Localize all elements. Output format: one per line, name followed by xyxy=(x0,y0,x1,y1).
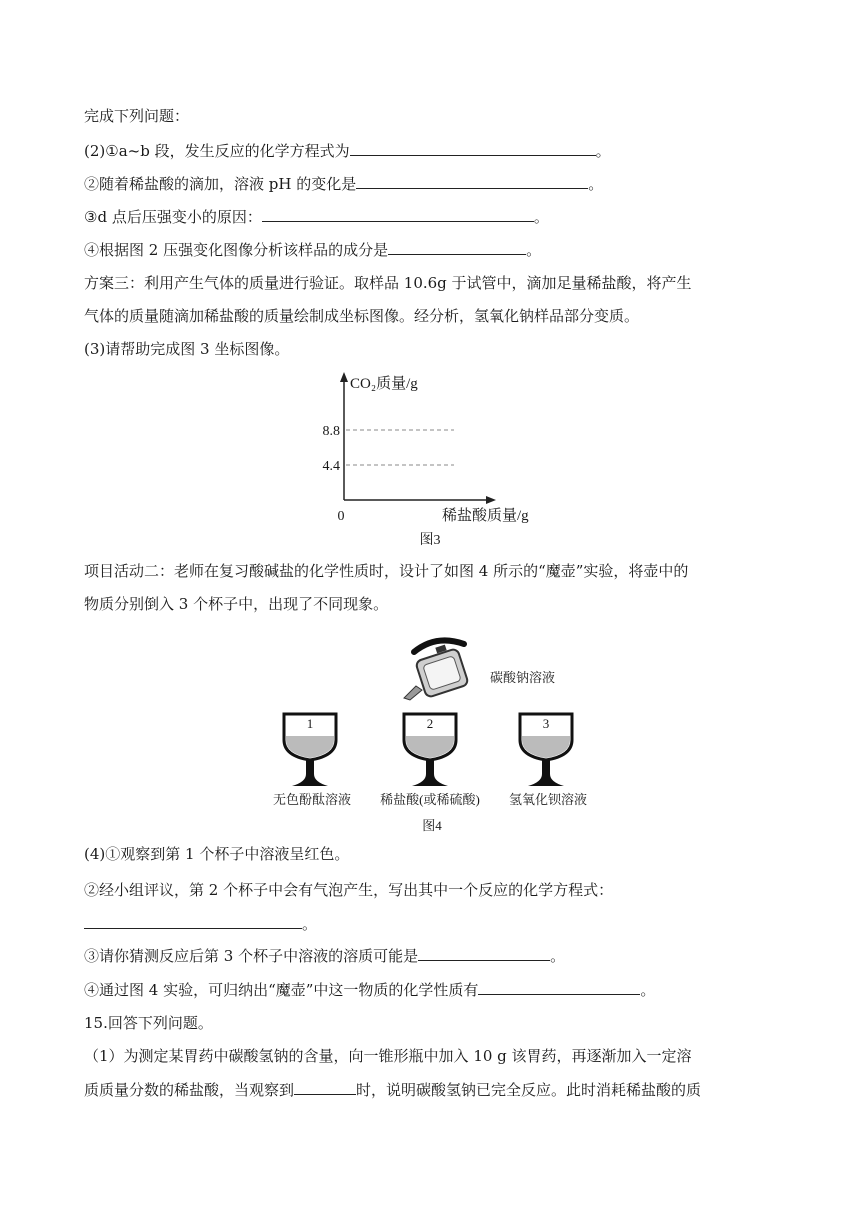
question-text: ②经小组评议，第 2 个杯子中会有气泡产生，写出其中一个反应的化学方程式： xyxy=(84,881,614,899)
question-text: ③d 点后压强变小的原因： xyxy=(84,208,262,226)
question-text: 质质量分数的稀盐酸，当观察到 xyxy=(84,1081,295,1099)
cup-2-label: 稀盐酸(或稀硫酸) xyxy=(380,792,480,807)
text-line xyxy=(84,594,388,614)
x-axis-label: 稀盐酸质量/g xyxy=(442,508,529,524)
x-axis-arrow xyxy=(486,496,496,504)
cup-1-label: 无色酚酞溶液 xyxy=(272,792,352,807)
cup-2-number: 2 xyxy=(426,716,434,731)
answer-blank[interactable] xyxy=(388,240,526,255)
question-15-heading xyxy=(84,1013,213,1033)
punctuation: 。 xyxy=(588,175,604,193)
question-2-4 xyxy=(84,240,541,260)
question-text: ④通过图 4 实验，可归纳出“魔壶”中这一物质的化学性质有 xyxy=(84,981,479,999)
question-2-2 xyxy=(84,174,603,194)
tick-label-8-8: 8.8 xyxy=(322,424,340,439)
text-line xyxy=(84,1046,692,1066)
question-4-2-answer xyxy=(84,914,317,934)
cup-3-label: 氢氧化钡溶液 xyxy=(508,792,588,807)
pot-label: 碳酸钠溶液 xyxy=(490,670,556,685)
question-4-2 xyxy=(84,880,613,900)
question-text: 时，说明碳酸氢钠已完全反应。此时消耗稀盐酸的质 xyxy=(356,1081,702,1099)
question-text: ③请你猜测反应后第 3 个杯子中溶液的溶质可能是 xyxy=(84,947,419,965)
punctuation: 。 xyxy=(526,241,542,259)
cup-1-number: 1 xyxy=(306,716,314,731)
answer-blank[interactable] xyxy=(350,141,596,156)
punctuation: 。 xyxy=(595,142,611,160)
question-2-3 xyxy=(84,207,549,227)
question-text: (2)①a~b 段，发生反应的化学方程式为 xyxy=(84,142,350,160)
y-axis-label: CO₂质量/g xyxy=(350,376,418,392)
figure-3-graph xyxy=(300,366,560,556)
paragraph-text: （1）为测定某胃药中碳酸氢钠的含量，向一锥形瓶中加入 10 g 该胃药，再逐渐加入一定溶 xyxy=(84,1047,692,1065)
y-axis-arrow xyxy=(340,372,348,382)
teapot-illustration xyxy=(404,640,469,700)
paragraph-text: 项目活动二：老师在复习酸碱盐的化学性质时，设计了如图 4 所示的“魔壶”实验，将壶中的 xyxy=(84,562,689,580)
figure-4-magic-pot xyxy=(250,630,620,840)
paragraph-text: 物质分别倒入 3 个杯子中，出现了不同现象。 xyxy=(84,595,389,613)
paragraph-text: 方案三：利用产生气体的质量进行验证。取样品 10.6g 于试管中，滴加足量稀盐酸，将产生 xyxy=(84,274,692,292)
answer-blank[interactable] xyxy=(418,946,550,961)
answer-blank[interactable] xyxy=(262,207,534,222)
origin-label: 0 xyxy=(337,509,345,524)
figure-caption: 图4 xyxy=(422,818,442,833)
answer-blank[interactable] xyxy=(356,174,588,189)
answer-blank[interactable] xyxy=(478,980,640,995)
question-15-1 xyxy=(84,1080,701,1100)
question-4-3 xyxy=(84,946,565,966)
answer-blank[interactable] xyxy=(84,914,302,929)
text-line xyxy=(84,106,189,126)
text-line xyxy=(84,306,639,326)
cup-3-number: 3 xyxy=(542,716,550,731)
text-line xyxy=(84,561,688,581)
punctuation: 。 xyxy=(640,981,656,999)
question-4-4 xyxy=(84,980,655,1000)
text-line xyxy=(84,339,289,359)
paragraph-text: 气体的质量随滴加稀盐酸的质量绘制成坐标图像。经分析，氢氧化钠样品部分变质。 xyxy=(84,307,640,325)
text-line xyxy=(84,273,692,293)
paragraph-text: (3)请帮助完成图 3 坐标图像。 xyxy=(84,340,290,358)
punctuation: 。 xyxy=(533,208,549,226)
question-text: 15.回答下列问题。 xyxy=(84,1014,213,1032)
figure-caption: 图3 xyxy=(419,533,441,548)
punctuation: 。 xyxy=(550,947,566,965)
answer-blank[interactable] xyxy=(294,1080,356,1095)
tick-label-4-4: 4.4 xyxy=(322,459,340,474)
question-text: ②随着稀盐酸的滴加，溶液 pH 的变化是 xyxy=(84,175,357,193)
paragraph-text: 完成下列问题： xyxy=(84,107,190,125)
question-text: (4)①观察到第 1 个杯子中溶液呈红色。 xyxy=(84,845,350,863)
punctuation: 。 xyxy=(302,915,318,933)
question-text: ④根据图 2 压强变化图像分析该样品的成分是 xyxy=(84,241,389,259)
question-2-1 xyxy=(84,141,611,161)
question-4-1 xyxy=(84,844,349,864)
